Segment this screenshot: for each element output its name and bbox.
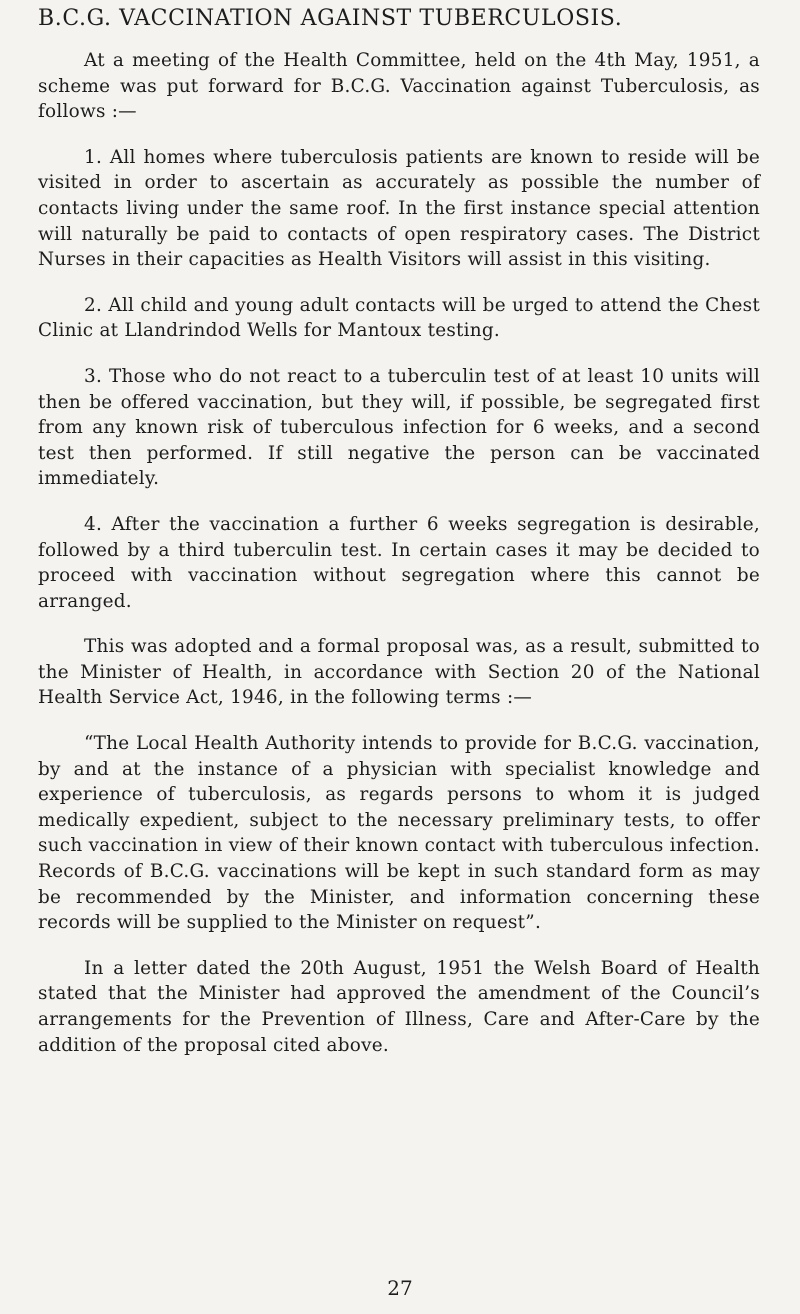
page-title: B.C.G. VACCINATION AGAINST TUBERCULOSIS. [38,6,623,31]
page-number: 27 [387,1276,413,1300]
list-item-2 [38,293,760,344]
adoption-paragraph: This was adopted and a formal proposal was, as a result, submitted to the Minister of Health, in accordance with Section 20 of the National Health Service Act, 1946, in the following terms :— [38,636,760,709]
list-item-3 [38,364,760,492]
list-item-number: 1. [84,146,103,168]
list-item-1 [38,145,760,273]
list-item-number: 2. [84,294,103,316]
closing-paragraph: In a letter dated the 20th August, 1951 the Welsh Board of Health stated that the Minister had approved the amendment of the Council’s arrangements for the Prevention of Illness, Care and After-Care by the addition of the proposal cited above. [38,957,760,1056]
list-item-text: Those who do not react to a tuberculin test of at least 10 units will then be offered vaccination, but they will, if possible, be segregated first from any known risk of tuberculous infection for 6 weeks, and a second test then performed. If still negative the person can be vaccinated immediately. [38,365,760,490]
list-item-number: 3. [84,365,103,387]
list-item-number: 4. [84,513,103,535]
list-item-4 [38,512,760,614]
list-item-text: All child and young adult contacts will be urged to attend the Chest Clinic at Llandrindod Wells for Mantoux testing. [38,294,760,342]
list-item-text: After the vaccination a further 6 weeks segregation is desirable, followed by a third tuberculin test. In certain cases it may be decided to proceed with vaccination without segregation where this cannot be arranged. [38,513,760,612]
quoted-proposal: “The Local Health Authority intends to provide for B.C.G. vaccination, by and at the instance of a physician with specialist knowledge and experience of tuberculosis, as regards persons to whom it is judged medically expedient, subject to the necessary preliminary tests, to offer such vaccination in view of their known contact with tuberculous infection. Records of B.C.G. vaccinations will be kept in such standard form as may be recommended by the Minister, and information concerning these records will be supplied to the Minister on request”. [38,733,760,934]
intro-paragraph: At a meeting of the Health Committee, held on the 4th May, 1951, a scheme was put forward for B.C.G. Vaccination against Tuberculosis, as follows :— [38,50,760,123]
list-item-text: All homes where tuberculosis patients are known to reside will be visited in order to ascertain as accurately as possible the number of contacts living under the same roof. In the first instance special attention will naturally be paid to contacts of open respiratory cases. The District Nurses in their capacities as Health Visitors will assist in this visiting. [38,146,760,271]
document-body [38,48,760,1078]
